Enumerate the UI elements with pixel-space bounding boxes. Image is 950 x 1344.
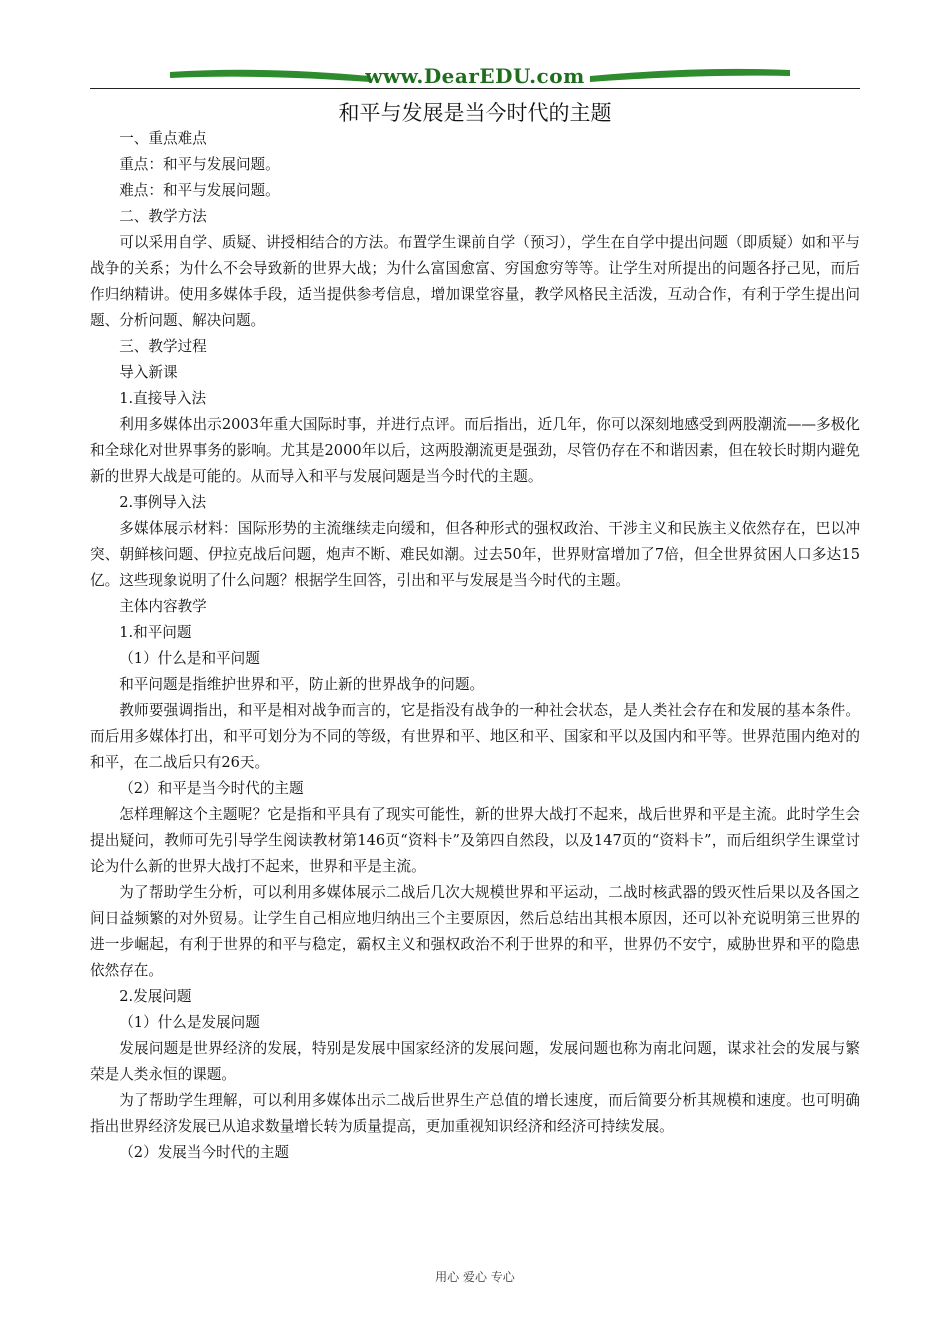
paragraph: 多媒体展示材料：国际形势的主流继续走向缓和，但各种形式的强权政治、干涉主义和民族主义依然存在，巴以冲突、朝鲜核问题、伊拉克战后问题，炮声不断、难民如潮。过去50年，世界财富增加了7倍，但全世界贫困人口多达15亿。这些现象说明了什么问题？根据学生回答，引出和平与发展是当今时代的主题。 (90, 520, 860, 589)
paragraph: （1）什么是发展问题 (119, 1014, 260, 1031)
site-header (90, 62, 860, 92)
paragraph: 可以采用自学、质疑、讲授相结合的方法。布置学生课前自学（预习），学生在自学中提出问题（即质疑）如和平与战争的关系；为什么不会导致新的世界大战；为什么富国愈富、穷国愈穷等等。让学生对所提出的问题各抒己见，而后作归纳精讲。使用多媒体手段，适当提供参考信息，增加课堂容量，教学风格民主活泼，互动合作，有利于学生提出问题、分析问题、解决问题。 (90, 234, 860, 329)
paragraph: 二、教学方法 (119, 208, 207, 225)
paragraph: （2）发展当今时代的主题 (119, 1144, 290, 1161)
paragraph: 1.和平问题 (119, 624, 192, 641)
paragraph: 1.直接导入法 (119, 390, 207, 407)
paragraph: 一、重点难点 (119, 130, 207, 147)
paragraph: 为了帮助学生理解，可以利用多媒体出示二战后世界生产总值的增长速度，而后简要分析其规模和速度。也可明确指出世界经济发展已从追求数量增长转为质量提高，更加重视知识经济和经济可持续发展。 (90, 1092, 860, 1135)
document-title: 和平与发展是当今时代的主题 (338, 101, 612, 125)
paragraph: 重点：和平与发展问题。 (119, 156, 280, 173)
paragraph: 为了帮助学生分析，可以利用多媒体展示二战后几次大规模世界和平运动，二战时核武器的毁灭性后果以及各国之间日益频繁的对外贸易。让学生自己相应地归纳出三个主要原因，然后总结出其根本原因，还可以补充说明第三世界的进一步崛起，有利于世界的和平与稳定，霸权主义和强权政治不利于世界的和平，世界仍不安宁，威胁世界和平的隐患依然存在。 (90, 884, 860, 979)
paragraph: 2.事例导入法 (119, 494, 207, 511)
paragraph: （2）和平是当今时代的主题 (119, 780, 304, 797)
paragraph: 教师要强调指出，和平是相对战争而言的，它是指没有战争的一种社会状态，是人类社会存在和发展的基本条件。而后用多媒体打出，和平可划分为不同的等级，有世界和平、地区和平、国家和平以及国内和平等。世界范围内绝对的和平，在二战后只有26天。 (90, 702, 860, 771)
paragraph: 发展问题是世界经济的发展，特别是发展中国家经济的发展问题，发展问题也称为南北问题，谋求社会的发展与繁荣是人类永恒的课题。 (90, 1040, 860, 1083)
paragraph: 利用多媒体出示2003年重大国际时事，并进行点评。而后指出，近几年，你可以深刻地感受到两股潮流——多极化和全球化对世界事务的影响。尤其是2000年以后，这两股潮流更是强劲，尽管仍存在不和谐因素，但在较长时期内避免新的世界大战是可能的。从而导入和平与发展问题是当今时代的主题。 (90, 416, 860, 485)
document-body (90, 126, 860, 1166)
paragraph: 三、教学过程 (119, 338, 207, 355)
paragraph: 2.发展问题 (119, 988, 192, 1005)
paragraph: 怎样理解这个主题呢？它是指和平具有了现实可能性，新的世界大战打不起来，战后世界和平是主流。此时学生会提出疑问，教师可先引导学生阅读教材第146页“资料卡”及第四自然段，以及147页的“资料卡”，而后组织学生课堂讨论为什么新的世界大战打不起来，世界和平是主流。 (90, 806, 860, 875)
paragraph: 主体内容教学 (119, 598, 207, 615)
site-brand-logo[interactable]: www.DearEDU.com (365, 64, 585, 88)
paragraph: 和平问题是指维护世界和平，防止新的世界战争的问题。 (119, 676, 485, 693)
paragraph: （1）什么是和平问题 (119, 650, 260, 667)
paragraph: 导入新课 (119, 364, 178, 381)
page-footer: 用心 爱心 专心 (435, 1270, 515, 1284)
paragraph: 难点：和平与发展问题。 (119, 182, 280, 199)
header-divider (90, 88, 860, 89)
